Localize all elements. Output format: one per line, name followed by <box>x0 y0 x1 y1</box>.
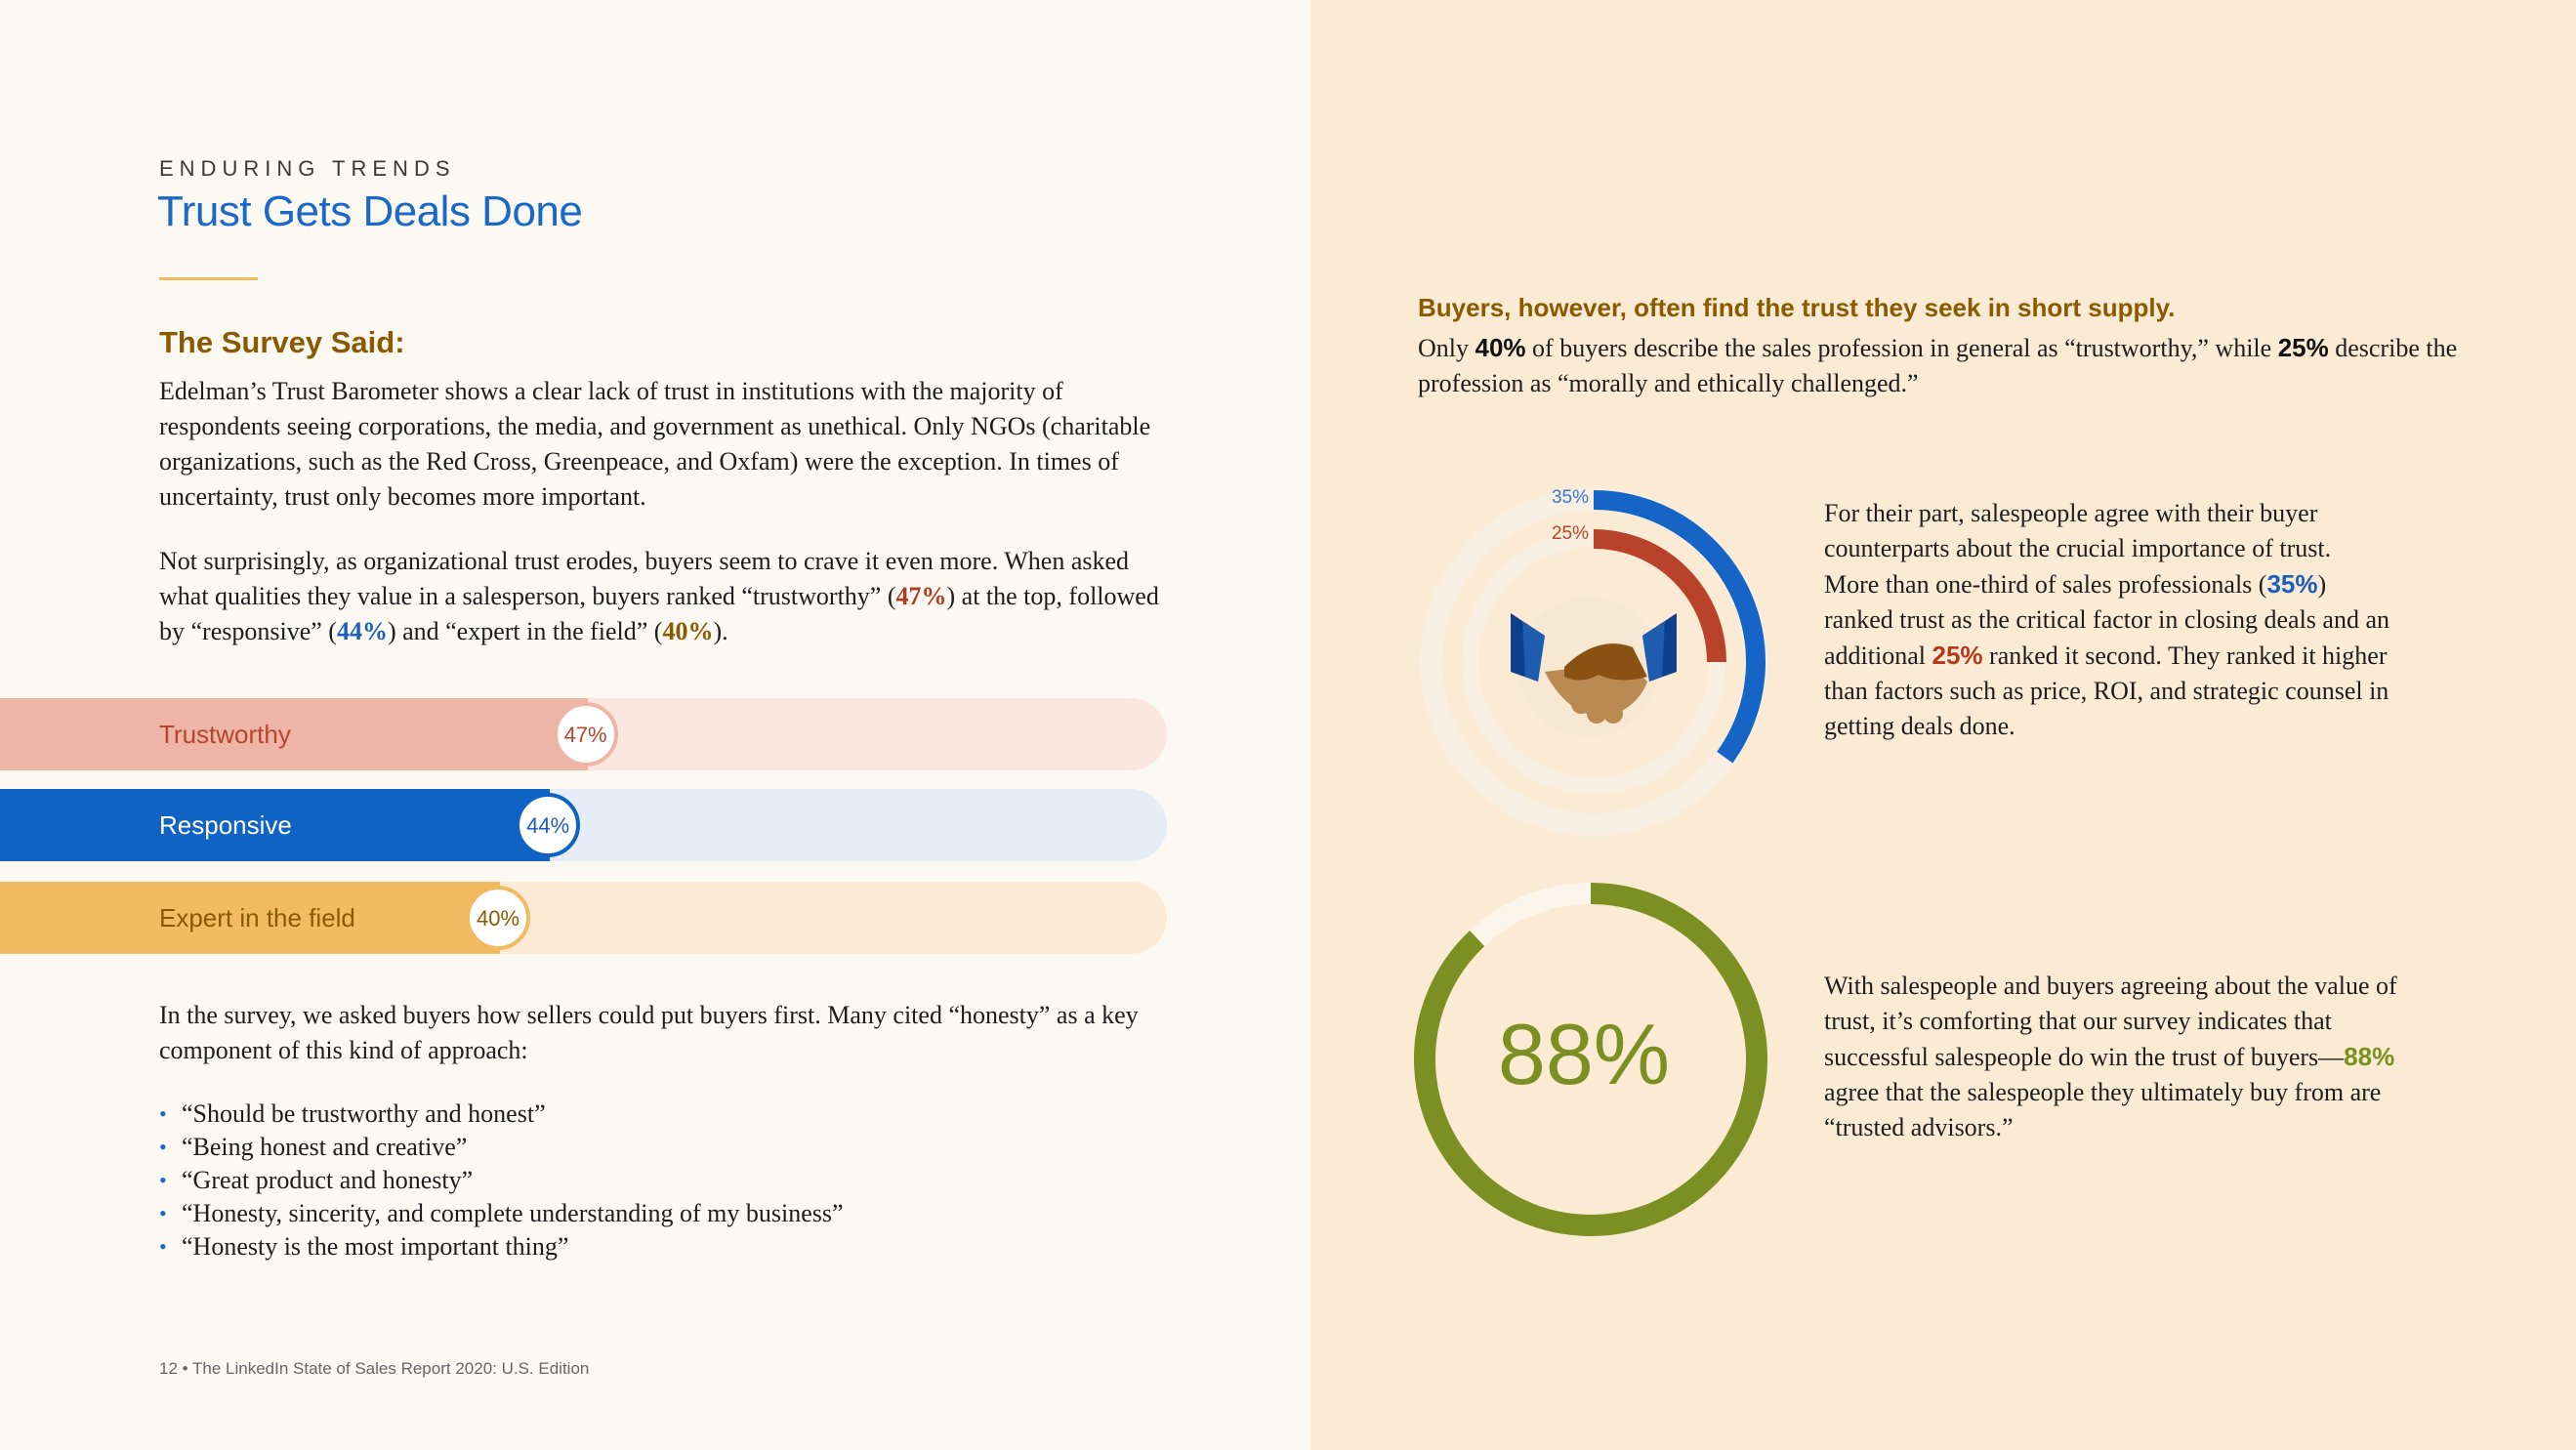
sales-text-c: ranked it second. They ranked it higher than factors such as price, ROI, and strategic counsel in getting deals done. <box>1824 642 2389 740</box>
buyers-text-b: of buyers describe the sales profession in general as “trustworthy,” while <box>1525 334 2278 362</box>
para2-value-trustworthy: 47% <box>895 582 947 610</box>
advisors-text-b: agree that the salespeople they ultimately buy from are “trusted advisors.” <box>1824 1078 2382 1141</box>
bar-trustworthy <box>0 698 588 770</box>
sales-value-35: 35% <box>2266 569 2318 599</box>
ring-label-35: 35% <box>1551 487 1589 508</box>
para2-text-b: ) at the top, followed by “responsive” ( <box>159 582 1159 645</box>
list-item <box>159 1197 844 1230</box>
para2-text-a: Not surprisingly, as organizational trust erodes, buyers seem to crave it even more. When asked what qualities they value in a salesperson, buyers ranked “trustworthy” ( <box>159 547 1130 610</box>
buyers-value-challenged: 25% <box>2277 333 2329 362</box>
advisors-value-88: 88% <box>2344 1042 2395 1071</box>
quote-text: “Great product and honesty” <box>182 1166 474 1194</box>
advisors-paragraph <box>1824 969 2410 1145</box>
buyers-heading: Buyers, however, often find the trust they seek in short supply. <box>1418 293 2176 322</box>
survey-paragraph-1: Edelman’s Trust Barometer shows a clear lack of trust in institutions with the majority of respondents seeing corporations, the media, and government as unethical. Only NGOs (charitable organizations, such as the Red Cross, Greenpeace, and Oxfam) were the exception. In times of uncertainty, trust only becomes more important. <box>159 377 1151 511</box>
buyers-paragraph <box>1418 330 2492 401</box>
list-item <box>159 1164 844 1197</box>
bullet-icon: • <box>159 1234 167 1259</box>
list-item <box>159 1131 844 1164</box>
bar-value-trustworthy: 47% <box>554 702 618 766</box>
quote-text: “Should be trustworthy and honest” <box>182 1099 546 1128</box>
section-eyebrow: ENDURING TRENDS <box>159 156 456 181</box>
bar-label-responsive: Responsive <box>159 810 292 840</box>
trust-rings-chart <box>1413 481 1774 843</box>
bullet-icon: • <box>159 1168 167 1192</box>
survey-paragraph-2 <box>159 544 1175 649</box>
sales-value-25: 25% <box>1932 641 1983 670</box>
bar-value-responsive: 44% <box>516 793 580 857</box>
bullet-icon: • <box>159 1101 167 1126</box>
survey-heading: The Survey Said: <box>159 325 405 359</box>
quote-text: “Being honest and creative” <box>182 1133 468 1161</box>
bullet-icon: • <box>159 1135 167 1159</box>
advisors-text-a: With salespeople and buyers agreeing about the value of trust, it’s comforting that our survey indicates that successful salespeople do win the trust of buyers— <box>1824 972 2397 1071</box>
quote-list <box>159 1098 844 1264</box>
approach-paragraph: In the survey, we asked buyers how sellers could put buyers first. Many cited “honesty” as a key component of this kind of approach: <box>159 1001 1139 1064</box>
para2-text-c: ) and “expert in the field” ( <box>387 617 663 645</box>
para2-value-expert: 40% <box>662 617 714 645</box>
buyers-text-a: Only <box>1418 334 1475 362</box>
trusted-advisor-ring <box>1413 884 1774 1245</box>
para2-value-responsive: 44% <box>336 617 388 645</box>
title-divider <box>159 277 258 280</box>
advisor-percent: 88% <box>1497 1006 1671 1102</box>
list-item <box>159 1098 844 1131</box>
sales-text-a: For their part, salespeople agree with their buyer counterparts about the crucial importance of trust. More than one-third of sales professionals ( <box>1824 499 2332 599</box>
sales-text-b: ) ranked trust as the critical factor in closing deals and an additional <box>1824 570 2390 670</box>
bullet-icon: • <box>159 1201 167 1225</box>
quote-text: “Honesty, sincerity, and complete understanding of my business” <box>182 1199 844 1227</box>
bar-label-expert: Expert in the field <box>159 903 355 932</box>
list-item <box>159 1230 844 1264</box>
buyers-text-c: describe the profession as “morally and ethically challenged.” <box>1418 334 2458 397</box>
salespeople-paragraph <box>1824 496 2390 744</box>
para2-text-d: ). <box>713 617 728 645</box>
bar-value-expert: 40% <box>466 886 530 950</box>
page-footer: 12 • The LinkedIn State of Sales Report 2020: U.S. Edition <box>159 1359 590 1378</box>
ring-label-25: 25% <box>1551 523 1589 544</box>
bar-label-trustworthy: Trustworthy <box>159 720 291 749</box>
quote-text: “Honesty is the most important thing” <box>182 1232 569 1261</box>
page-title: Trust Gets Deals Done <box>157 187 583 235</box>
buyers-value-trustworthy: 40% <box>1475 333 1526 362</box>
